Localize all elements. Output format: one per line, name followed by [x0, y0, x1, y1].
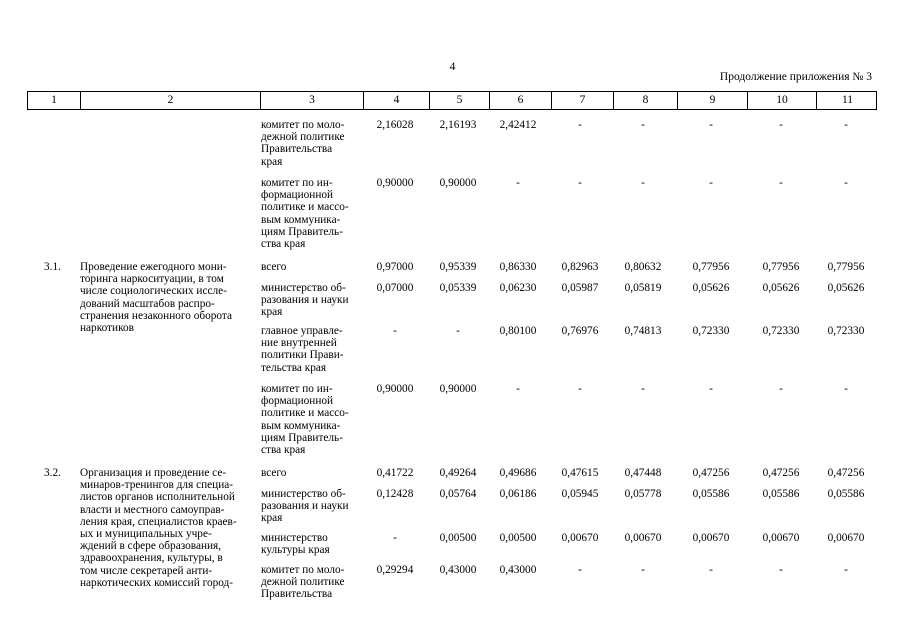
- value-cell: 0,74813: [624, 325, 662, 337]
- executor-line: комитет по ин-: [261, 177, 333, 189]
- item-number: 3.1.: [44, 261, 61, 273]
- executor-line: министерство об-: [261, 282, 346, 294]
- value-cell: 0,06230: [499, 282, 537, 294]
- executor-line: дежной политике: [261, 131, 345, 144]
- value-cell: 0,07000: [376, 282, 414, 294]
- executor-line: разования и науки: [261, 500, 349, 513]
- header-cell: 2: [80, 92, 260, 109]
- value-cell: 0,47256: [762, 467, 800, 479]
- executor-line: циям Правитель-: [261, 225, 343, 238]
- value-cell: -: [516, 177, 520, 189]
- value-cell: 0,05987: [561, 282, 599, 294]
- value-cell: 0,05586: [827, 488, 865, 500]
- executor-line: министерство об-: [261, 488, 346, 500]
- value-cell: 0,00670: [762, 532, 800, 544]
- executor-line: формационной: [261, 395, 334, 408]
- executor-line: вым коммуника-: [261, 419, 341, 432]
- executor-line: Правительства: [261, 588, 333, 601]
- value-cell: 0,47256: [692, 467, 730, 479]
- value-cell: 0,41722: [376, 467, 414, 479]
- value-cell: 0,05586: [692, 488, 730, 500]
- value-cell: -: [456, 325, 460, 337]
- executor-line: края: [261, 512, 283, 525]
- value-cell: -: [393, 532, 397, 544]
- value-cell: 0,12428: [376, 488, 414, 500]
- value-cell: 0,72330: [827, 325, 865, 337]
- value-cell: -: [516, 383, 520, 395]
- item-name-line: листов органов исполнительной: [80, 491, 235, 504]
- value-cell: 0,95339: [439, 261, 477, 273]
- executor-line: комитет по моло-: [261, 564, 345, 576]
- value-cell: 0,05819: [624, 282, 662, 294]
- item-name-line: числе социологических иссле-: [80, 285, 227, 298]
- executor-line: ние внутренней: [261, 337, 337, 350]
- value-cell: -: [779, 119, 783, 131]
- value-cell: 0,76976: [561, 325, 599, 337]
- value-cell: 0,00500: [439, 532, 477, 544]
- value-cell: -: [779, 564, 783, 576]
- value-cell: -: [578, 177, 582, 189]
- executor-line: формационной: [261, 189, 334, 202]
- header-cell: 3: [260, 92, 363, 109]
- table-header: [27, 91, 877, 110]
- item-number: 3.2.: [44, 467, 61, 479]
- executor-line: края: [261, 155, 283, 168]
- executor-line: комитет по моло-: [261, 119, 345, 131]
- value-cell: 0,72330: [762, 325, 800, 337]
- value-cell: -: [779, 177, 783, 189]
- executor-line: всего: [261, 467, 287, 479]
- executor-line: тельства края: [261, 361, 327, 374]
- item-name-line: власти и местного самоуправ-: [80, 503, 225, 516]
- executor-line: Правительства: [261, 143, 333, 156]
- value-cell: 0,00500: [499, 532, 537, 544]
- header-cell: 8: [613, 92, 677, 109]
- value-cell: 0,05764: [439, 488, 477, 500]
- value-cell: 0,05586: [762, 488, 800, 500]
- value-cell: -: [844, 564, 848, 576]
- executor-line: всего: [261, 261, 287, 273]
- value-cell: 0,49686: [499, 467, 537, 479]
- value-cell: 0,05626: [692, 282, 730, 294]
- value-cell: 0,43000: [439, 564, 477, 576]
- header-cell: 9: [677, 92, 747, 109]
- value-cell: 0,00670: [827, 532, 865, 544]
- value-cell: 0,77956: [762, 261, 800, 273]
- header-cell: 6: [489, 92, 551, 109]
- value-cell: -: [641, 383, 645, 395]
- header-cell: 10: [747, 92, 816, 109]
- value-cell: -: [393, 325, 397, 337]
- value-cell: 0,43000: [499, 564, 537, 576]
- executor-line: главное управле-: [261, 325, 343, 337]
- value-cell: -: [709, 177, 713, 189]
- executor-line: культуры края: [261, 544, 330, 557]
- continuation-label: Продолжение приложения № 3: [719, 71, 872, 83]
- executor-line: разования и науки: [261, 294, 349, 307]
- value-cell: -: [844, 119, 848, 131]
- header-cell: 1: [51, 94, 57, 106]
- header-cell: 7: [551, 92, 613, 109]
- value-cell: 0,47448: [624, 467, 662, 479]
- value-cell: -: [844, 177, 848, 189]
- header-cell: 4: [363, 92, 429, 109]
- value-cell: 2,16028: [376, 119, 414, 131]
- item-name-line: Проведение ежегодного мони-: [80, 261, 227, 273]
- value-cell: 0,47256: [827, 467, 865, 479]
- item-name-line: минаров-тренингов для специа-: [80, 479, 234, 492]
- value-cell: -: [578, 564, 582, 576]
- item-name-line: торинга наркоситуации, в том: [80, 273, 224, 286]
- value-cell: 0,05626: [827, 282, 865, 294]
- value-cell: -: [844, 383, 848, 395]
- page-number: 4: [449, 61, 456, 73]
- value-cell: 0,05778: [624, 488, 662, 500]
- header-cell: 5: [429, 92, 489, 109]
- executor-line: ства края: [261, 238, 306, 250]
- value-cell: -: [578, 383, 582, 395]
- executor-line: комитет по ин-: [261, 383, 333, 395]
- value-cell: -: [709, 383, 713, 395]
- value-cell: 0,72330: [692, 325, 730, 337]
- value-cell: 0,90000: [439, 383, 477, 395]
- item-name-line: наркотиков: [80, 322, 135, 334]
- executor-line: циям Правитель-: [261, 431, 343, 444]
- value-cell: 0,90000: [376, 177, 414, 189]
- executor-line: дежной политике: [261, 576, 345, 589]
- value-cell: 0,82963: [561, 261, 599, 273]
- item-name-line: ления края, специалистов краев-: [80, 515, 237, 528]
- item-name-line: здравоохранения, культуры, в: [80, 552, 223, 565]
- item-name-line: дований масштабов распро-: [80, 297, 215, 310]
- value-cell: 0,05626: [762, 282, 800, 294]
- value-cell: 0,97000: [376, 261, 414, 273]
- value-cell: -: [641, 119, 645, 131]
- value-cell: 0,00670: [561, 532, 599, 544]
- item-name-line: ых и муниципальных учре-: [80, 528, 212, 540]
- value-cell: 0,05945: [561, 488, 599, 500]
- value-cell: -: [641, 177, 645, 189]
- value-cell: 0,06186: [499, 488, 537, 500]
- value-cell: 0,90000: [376, 383, 414, 395]
- item-name-line: странения незаконного оборота: [80, 309, 233, 322]
- value-cell: 0,90000: [439, 177, 477, 189]
- value-cell: -: [578, 119, 582, 131]
- value-cell: 0,05339: [439, 282, 477, 294]
- executor-line: вым коммуника-: [261, 213, 341, 226]
- value-cell: -: [641, 564, 645, 576]
- executor-line: ства края: [261, 444, 306, 456]
- executor-line: политике и массо-: [261, 407, 349, 420]
- header-cell: 11: [816, 92, 878, 109]
- item-name-line: Организация и проведение се-: [80, 467, 227, 479]
- value-cell: 0,80100: [499, 325, 537, 337]
- executor-line: края: [261, 306, 283, 319]
- value-cell: 0,47615: [561, 467, 599, 479]
- item-name-line: ждений в сфере образования,: [80, 540, 222, 553]
- executor-line: министерство: [261, 532, 328, 544]
- value-cell: 0,77956: [692, 261, 730, 273]
- item-name-line: том числе секретарей анти-: [80, 564, 213, 577]
- value-cell: 0,80632: [624, 261, 662, 273]
- item-name-line: наркотических комиссий город-: [80, 576, 234, 589]
- value-cell: -: [709, 119, 713, 131]
- executor-line: политике и массо-: [261, 201, 349, 214]
- value-cell: 2,42412: [499, 119, 537, 131]
- value-cell: 2,16193: [439, 119, 477, 131]
- executor-line: политики Прави-: [261, 349, 344, 362]
- value-cell: 0,77956: [827, 261, 865, 273]
- value-cell: -: [779, 383, 783, 395]
- value-cell: 0,49264: [439, 467, 477, 479]
- value-cell: 0,00670: [624, 532, 662, 544]
- value-cell: -: [709, 564, 713, 576]
- value-cell: 0,86330: [499, 261, 537, 273]
- value-cell: 0,00670: [692, 532, 730, 544]
- value-cell: 0,29294: [376, 564, 414, 576]
